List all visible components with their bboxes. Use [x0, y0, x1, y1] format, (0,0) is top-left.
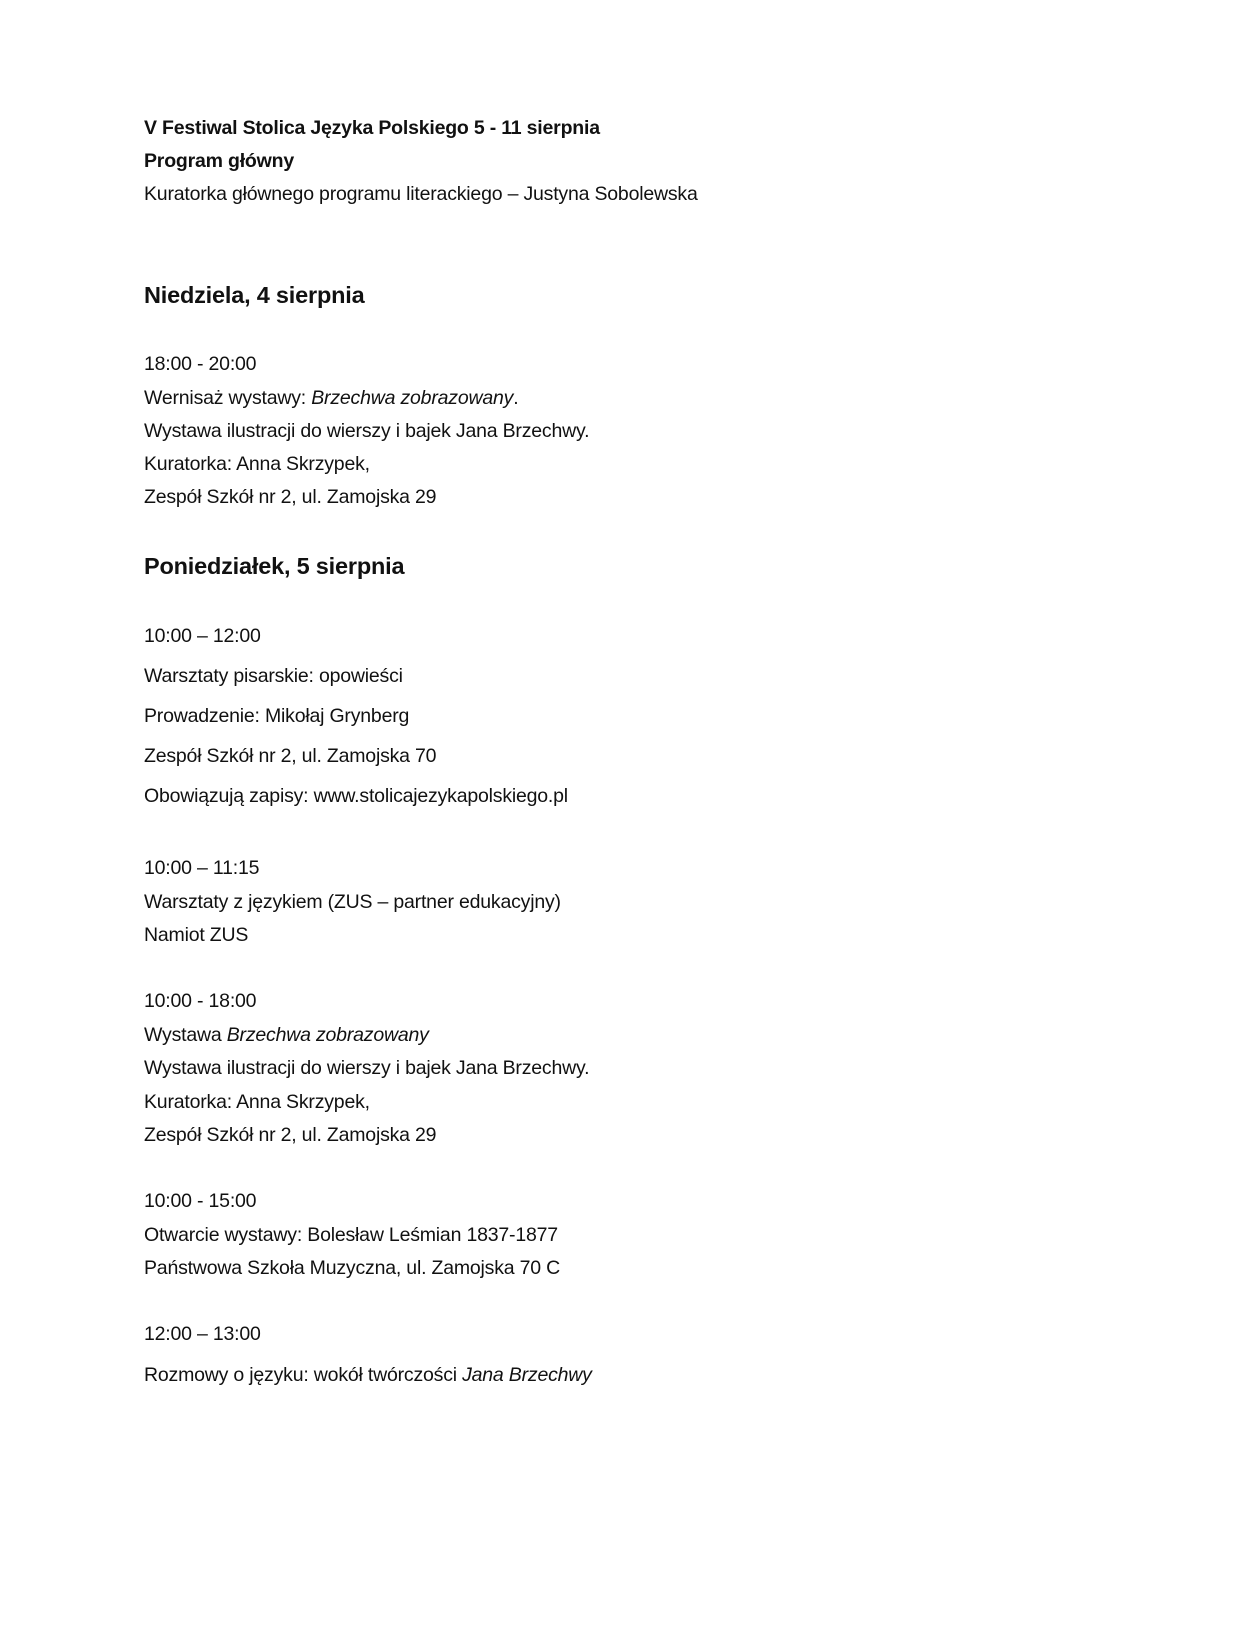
detail-text: Warsztaty pisarskie: opowieści [144, 665, 403, 687]
detail-text: Wystawa [144, 1024, 227, 1046]
italic-title-text: Jana Brzechwy [462, 1364, 592, 1386]
detail-text: Kuratorka: Anna Skrzypek, [144, 1091, 370, 1113]
event-time: 10:00 - 15:00 [144, 1190, 257, 1212]
event-time: 10:00 – 11:15 [144, 857, 260, 879]
detail-text: Wystawa ilustracji do wierszy i bajek Jana Brzechwy. [144, 1057, 590, 1079]
event-detail-line [144, 744, 436, 768]
event-detail-line [144, 485, 436, 509]
event-time: 10:00 - 18:00 [144, 990, 257, 1012]
festival-title: V Festiwal Stolica Języka Polskiego 5 - 11 sierpnia [144, 117, 600, 139]
event-time: 12:00 – 13:00 [144, 1323, 261, 1345]
detail-text: Kuratorka: Anna Skrzypek, [144, 453, 370, 475]
italic-title-text: Brzechwa zobrazowany [311, 387, 514, 409]
event-time: 10:00 – 12:00 [144, 625, 261, 647]
curator-line: Kuratorka głównego programu literackiego – Justyna Sobolewska [144, 183, 698, 205]
event-detail-line [144, 452, 370, 476]
event-detail-line [144, 1123, 436, 1147]
detail-text: Obowiązują zapisy: www.stolicajezykapolskiego.pl [144, 785, 568, 807]
event-detail-line [144, 386, 518, 410]
detail-text: Rozmowy o języku: wokół twórczości [144, 1364, 463, 1386]
event-detail-line [144, 1090, 370, 1114]
day-heading: Niedziela, 4 sierpnia [144, 282, 365, 308]
event-detail-line [144, 664, 403, 688]
event-detail-line [144, 1023, 429, 1047]
detail-text: Państwowa Szkoła Muzyczna, ul. Zamojska 70 C [144, 1257, 561, 1279]
detail-text: Warsztaty z językiem (ZUS – partner edukacyjny) [144, 891, 561, 913]
event-detail-line [144, 784, 568, 808]
italic-title-text: Brzechwa zobrazowany [226, 1024, 429, 1046]
detail-text: Zespół Szkół nr 2, ul. Zamojska 29 [144, 486, 437, 508]
detail-text: Wystawa ilustracji do wierszy i bajek Jana Brzechwy. [144, 420, 590, 442]
event-detail-line [144, 1256, 560, 1280]
detail-text: Wernisaż wystawy: [144, 387, 312, 409]
event-detail-line [144, 704, 409, 728]
detail-text: Namiot ZUS [144, 924, 249, 946]
event-detail-line [144, 1363, 592, 1387]
detail-text: Prowadzenie: Mikołaj Grynberg [144, 705, 410, 727]
event-time: 18:00 - 20:00 [144, 353, 257, 375]
event-detail-line [144, 923, 248, 947]
detail-text: Zespół Szkół nr 2, ul. Zamojska 70 [144, 745, 437, 767]
event-detail-line [144, 890, 561, 914]
event-detail-line [144, 1223, 558, 1247]
program-subtitle: Program główny [144, 150, 294, 172]
detail-text: Otwarcie wystawy: Bolesław Leśmian 1837-1877 [144, 1224, 558, 1246]
event-detail-line [144, 419, 589, 443]
detail-text: Zespół Szkół nr 2, ul. Zamojska 29 [144, 1124, 437, 1146]
event-detail-line [144, 1056, 589, 1080]
detail-text: . [513, 387, 519, 409]
day-heading: Poniedziałek, 5 sierpnia [144, 553, 405, 579]
